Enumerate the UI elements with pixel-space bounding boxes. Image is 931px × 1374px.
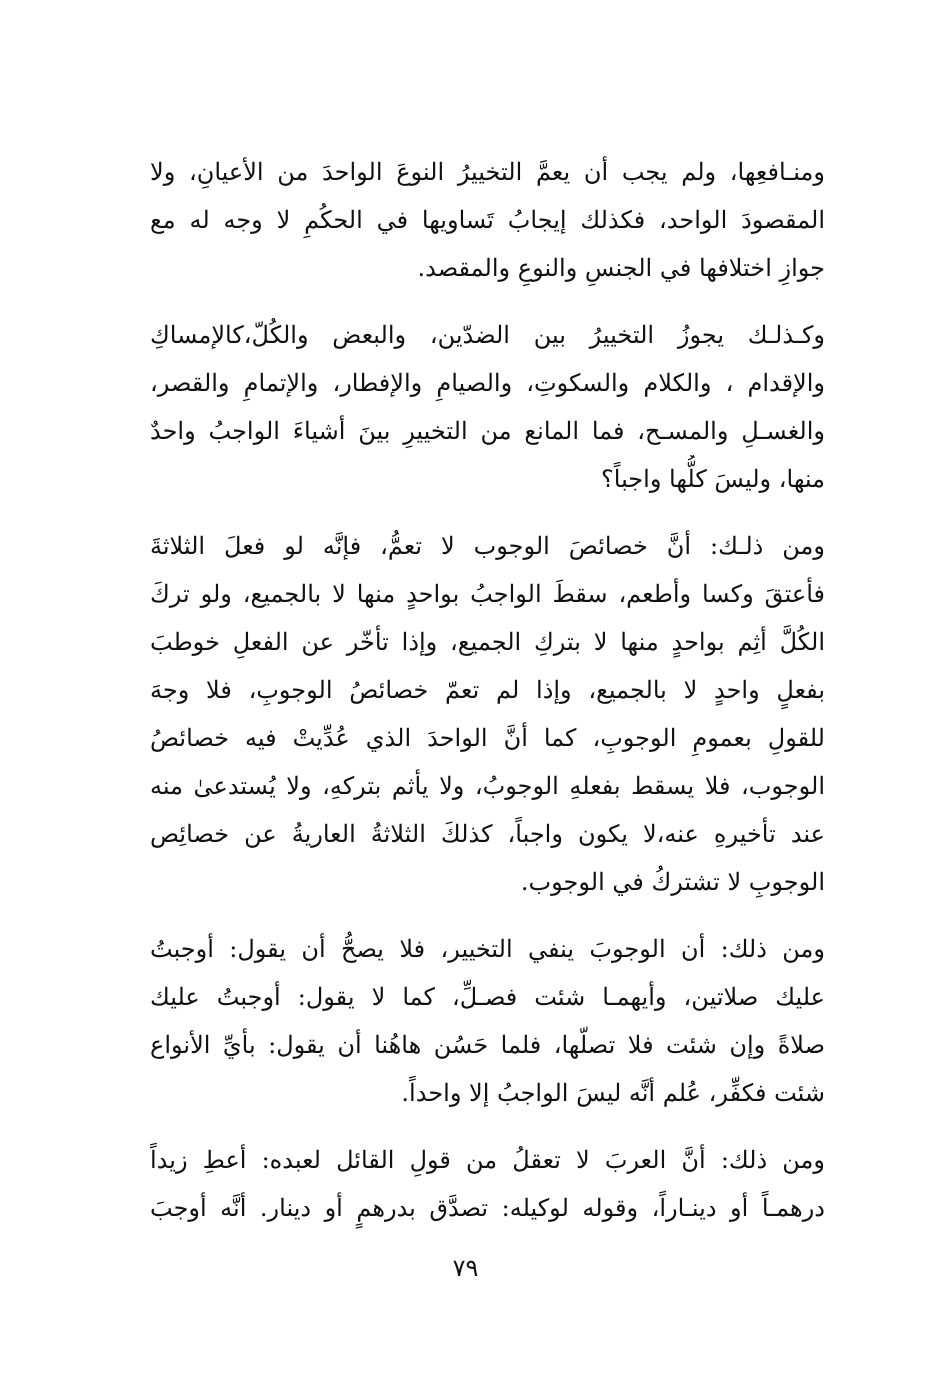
text-line: بفعلٍ واحدٍ لا بالجميع، وإذا لم تعمّ خصائصُ الوجوبِ، فلا وجهَ — [150, 676, 825, 704]
text-line: الوجوب، فلا يسقط بفعلهِ الوجوبُ، ولا يأثم بتركهِ، ولا يُستدعىٰ منه — [150, 772, 825, 800]
text-line: ومن ذلك: أن الوجوبَ ينفي التخيير، فلا يصحُّ أن يقول: أوجبتُ — [150, 935, 825, 963]
text-line: للقولِ بعمومِ الوجوبِ، كما أنَّ الواحدَ الذي عُدِّيتْ فيه خصائصُ — [150, 724, 825, 752]
text-line: شئت فكفِّر، عُلم أنَّه ليسَ الواجبُ إلا واحداً. — [401, 1079, 825, 1107]
text-line: الوجوبِ لا تشتركُ في الوجوب. — [520, 868, 825, 896]
paragraph-1 — [150, 148, 825, 292]
paragraph-5 — [150, 1136, 825, 1232]
text-line: ومن ذلـك: أنَّ خصائصَ الوجوب لا تعمُّ، فإنَّه لو فعلَ الثلاثةَ — [150, 532, 825, 560]
paragraph-3 — [150, 522, 825, 906]
text-line: والإقدام ، والكلام والسكوتِ، والصيامِ والإفطار، والإتمامِ والقصر، — [150, 369, 825, 397]
text-line: عند تأخيرهِ عنه،لا يكون واجباً، كذلكَ الثلاثةُ العاريةُ عن خصائِص — [150, 820, 825, 848]
paragraph-4 — [150, 925, 825, 1117]
text-line: الكُلَّ أثِم بواحدٍ منها لا بتركِ الجميع، وإذا تأخّر عن الفعلِ خوطبَ — [150, 628, 825, 656]
text-line: جوازِ اختلافها في الجنسِ والنوعِ والمقصد. — [417, 254, 825, 282]
text-line: درهمـاً أو دينـاراً، وقوله لوكيله: تصدَّق بدرهمٍ أو دينار. أنَّه أوجبَ — [150, 1194, 825, 1222]
page-number: ٧٩ — [452, 1254, 479, 1282]
text-line: ومن ذلك: أنَّ العربَ لا تعقلُ من قولِ القائل لعبده: أعطِ زيداً — [150, 1146, 825, 1174]
text-line: والغسـلِ والمسـح، فما المانع من التخييرِ بينَ أشياءَ الواجبُ واحدٌ — [150, 417, 825, 445]
text-line: المقصودَ الواحد، فكذلك إيجابُ تَساويها في الحكُمِ لا وجه له مع — [150, 206, 825, 234]
text-line: ومنـافعِها، ولم يجب أن يعمَّ التخييرُ النوعَ الواحدَ من الأعيانِ، ولا — [150, 158, 825, 186]
paragraph-2 — [150, 311, 825, 503]
text-line: فأعتقَ وكسا وأطعم، سقطَ الواجبُ بواحدٍ منها لا بالجميع، ولو تركَ — [150, 580, 825, 608]
text-line: منها، وليسَ كلُّها واجباً؟ — [601, 465, 825, 493]
text-line: وكـذلـك يجوزُ التخييرُ بين الضدّين، والبعض والكُلّ،كالإمساكِ — [150, 321, 825, 349]
text-line: عليك صلاتين، وأيهمـا شئت فصـلِّ، كما لا يقول: أوجبتُ عليك — [150, 983, 825, 1011]
page-body — [150, 148, 825, 1251]
text-line: صلاةً وإن شئت فلا تصلّها، فلما حَسُن هاهُنا أن يقول: بأيِّ الأنواع — [150, 1031, 825, 1059]
